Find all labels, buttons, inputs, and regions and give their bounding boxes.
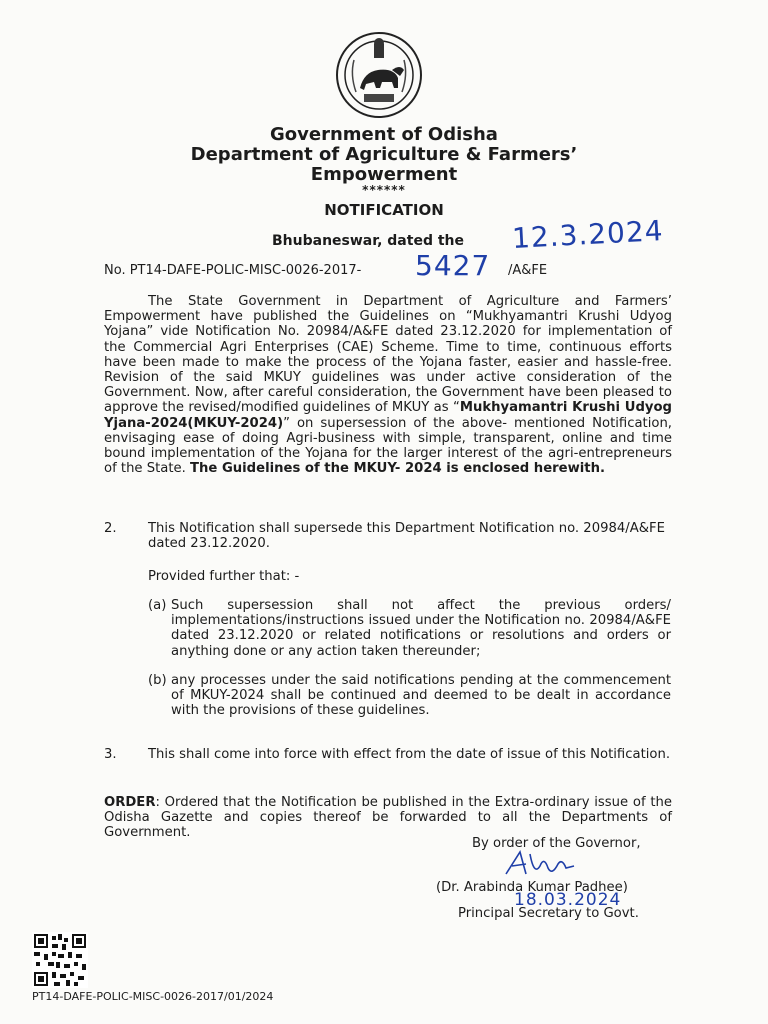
odisha-emblem-icon [334, 30, 424, 120]
clause-b-label: (b) [148, 673, 167, 688]
paragraph-3-number: 3. [104, 747, 117, 762]
header-empowerment: Empowerment [310, 164, 458, 185]
clause-a-label: (a) [148, 598, 167, 613]
header-stars: ****** [362, 183, 406, 197]
notification-title: NOTIFICATION [324, 201, 444, 219]
handwritten-reference-number: 5427 [415, 249, 491, 282]
header-department: Department of Agriculture & Farmers’ [190, 144, 578, 165]
by-order-of-governor: By order of the Governor, [472, 836, 641, 851]
reference-number-suffix: /A&FE [508, 263, 548, 278]
signatory-name: (Dr. Arabinda Kumar Padhee) [436, 880, 628, 895]
footer-file-code: PT14-DAFE-POLIC-MISC-0026-2017/01/2024 [32, 990, 274, 1003]
reference-number-prefix: No. PT14-DAFE-POLIC-MISC-0026-2017- [104, 263, 362, 278]
scheme-name: Mukhyamantri Krushi Udyog Yjana-2024(MKUY-2024) [104, 400, 672, 431]
paragraph-1: The State Government in Department of Agriculture and Farmers’ Empowerment have published the Guidelines on “Mukhyamantri Krushi Udyog Yojana” vide Notification No. 20984/A&FE dated 23.12.2020 for implementation of the Commercial Agri Enterprises (CAE) Scheme. Time to time, continuous efforts have been made to make the process of the Yojana faster, easier and hassle-free. Revision of the said MKUY guidelines was under active consideration of the Government. Now, after careful consideration, the Government have been pleased to approve the revised/modified guidelines of MKUY as “Mukhyamantri Krushi Udyog Yjana-2024(MKUY-2024)” on supersession of the above- mentioned Notification, envisaging ease of doing Agri-business with simple, transparent, online and time bound implementation of the Yojana for the larger interest of the agri-entrepreneurs of the State. The Guidelines of the MKUY- 2024 is enclosed herewith. [104, 294, 672, 477]
paragraph-3: This shall come into force with effect from the date of issue of this Notification. [148, 747, 671, 762]
header-government: Government of Odisha [270, 124, 498, 145]
clause-a-text: Such supersession shall not affect the previous orders/ implementations/instructions issued under the Notification no. 20984/A&FE dated 23.12.2020 or related notifications or resolutions and orders or anything done or any action taken thereunder; [171, 598, 671, 659]
signature-icon [500, 846, 580, 880]
signatory-designation: Principal Secretary to Govt. [458, 906, 639, 921]
paragraph-2: This Notification shall supersede this Department Notification no. 20984/A&FE dated 23.12.2020. [148, 521, 665, 552]
order-label: ORDER [104, 795, 156, 810]
qr-code-icon [32, 932, 88, 988]
handwritten-date: 12.3.2024 [511, 214, 665, 255]
provided-further: Provided further that: - [148, 569, 300, 584]
signature-date: 18.03.2024 [514, 890, 622, 910]
dated-label: Bhubaneswar, dated the [272, 233, 464, 249]
clause-b-text: any processes under the said notifications pending at the commencement of MKUY-2024 shall be continued and deemed to be dealt in accordance with the provisions of these guidelines. [171, 673, 671, 719]
order-paragraph: ORDER: Ordered that the Notification be published in the Extra-ordinary issue of the Odisha Gazette and copies thereof be forwarded to all the Departments of Government. [104, 795, 672, 841]
paragraph-2-number: 2. [104, 521, 117, 536]
guidelines-enclosed: The Guidelines of the MKUY- 2024 is enclosed herewith. [190, 461, 605, 477]
